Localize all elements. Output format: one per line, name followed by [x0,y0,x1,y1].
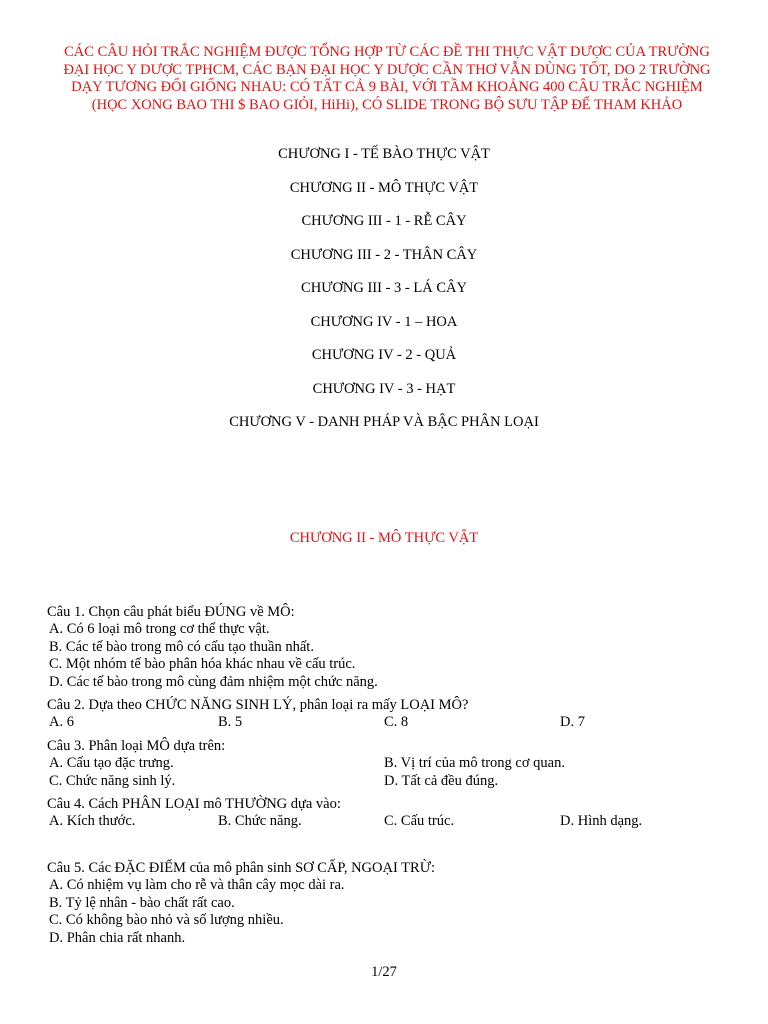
answer-option-c: C. Chức năng sinh lý. [49,772,176,789]
question-5 [47,860,747,947]
answer-option-a: A. Kích thước. [49,813,136,830]
answer-option-d: D. Phân chia rất nhanh. [49,929,186,946]
toc-item-chapter-1: CHƯƠNG I - TẾ BÀO THỰC VẬT [278,146,490,162]
toc-item-chapter-4-1: CHƯƠNG IV - 1 – HOA [310,313,458,330]
answer-option-b: B. Tỷ lệ nhân - bào chất rất cao. [49,894,235,911]
question-3 [47,738,747,790]
question-stem: Câu 4. Cách PHÂN LOẠI mô THƯỜNG dựa vào: [47,796,341,812]
answer-option-a: A. Có nhiệm vụ làm cho rễ và thân cây mọc dài ra. [49,877,345,894]
answer-option-b: B. Chức năng. [218,813,302,830]
answer-option-d: D. Các tế bào trong mô cùng đảm nhiệm một chức năng. [49,673,378,690]
answer-options-row [47,714,747,731]
toc-item-chapter-3-3: CHƯƠNG III - 3 - LÁ CÂY [301,280,467,296]
question-stem: Câu 5. Các ĐẶC ĐIỂM của mô phân sinh SƠ CẤP, NGOẠI TRỪ: [47,860,435,876]
answer-option-c: C. Có không bào nhỏ và số lượng nhiều. [49,912,284,929]
toc-item-chapter-3-2: CHƯƠNG III - 2 - THÂN CÂY [290,246,478,263]
toc-item-chapter-3-1: CHƯƠNG III - 1 - RỄ CÂY [301,213,467,229]
question-4 [47,796,747,831]
toc-item-chapter-2: CHƯƠNG II - MÔ THỰC VẬT [289,179,479,196]
answer-option-a: A. Có 6 loại mô trong cơ thể thực vật. [49,621,270,638]
page-number: 1/27 [371,964,397,980]
answer-option-c: C. Cấu trúc. [384,813,455,830]
answer-option-d: D. Hình dạng. [560,813,643,830]
answer-option-c: C. Một nhóm tế bào phân hóa khác nhau về cấu trúc. [49,656,356,673]
question-1 [47,604,747,691]
answer-option-b: B. 5 [218,714,243,731]
question-stem: Câu 3. Phân loại MÔ dựa trên: [47,738,226,754]
answer-option-d: D. 7 [560,714,585,731]
toc-item-chapter-5: CHƯƠNG V - DANH PHÁP VÀ BẬC PHÂN LOẠI [229,414,539,430]
toc-item-chapter-4-3: CHƯƠNG IV - 3 - HẠT [312,380,456,397]
question-stem: Câu 2. Dựa theo CHỨC NĂNG SINH LÝ, phân loại ra mấy LOẠI MÔ? [47,697,469,713]
question-2 [47,697,747,732]
answer-option-d: D. Tất cả đều đúng. [384,772,499,789]
answer-option-c: C. 8 [384,714,409,731]
answer-options-row [47,813,747,830]
toc-item-chapter-4-2: CHƯƠNG IV - 2 - QUẢ [311,347,457,363]
section-title: CHƯƠNG II - MÔ THỰC VẬT [289,530,479,546]
answer-option-b: B. Vị trí của mô trong cơ quan. [384,755,565,772]
answer-options-row [47,773,747,790]
answer-option-a: A. Cấu tạo đặc trưng. [49,755,174,772]
answer-options-row [47,755,747,772]
answer-option-b: B. Các tế bào trong mô có cấu tạo thuần nhất. [49,638,314,655]
answer-option-a: A. 6 [49,714,74,731]
question-stem: Câu 1. Chọn câu phát biểu ĐÚNG về MÔ: [47,604,295,620]
table-of-contents [0,145,768,447]
intro-paragraph: CÁC CÂU HỎI TRẮC NGHIỆM ĐƯỢC TỔNG HỢP TỪ CÁC ĐỀ THI THỰC VẬT DƯỢC CỦA TRƯỜNG ĐẠI HỌC Y DƯỢC TPHCM, CÁC BẠN ĐẠI HỌC Y DƯỢC CẦN THƠ VẪN DÙNG TỐT, DO 2 TRƯỜNG DẠY TƯƠNG ĐỐI GIỐNG NHAU: CÓ TẤT CẢ 9 BÀI, VỚI TẦM KHOẢNG 400 CÂU TRẮC NGHIỆM (HỌC XONG BAO THI $ BAO GIỎI, HiHi), CÓ SLIDE TRONG BỘ SƯU TẬP ĐỂ THAM KHẢO [63,44,711,113]
